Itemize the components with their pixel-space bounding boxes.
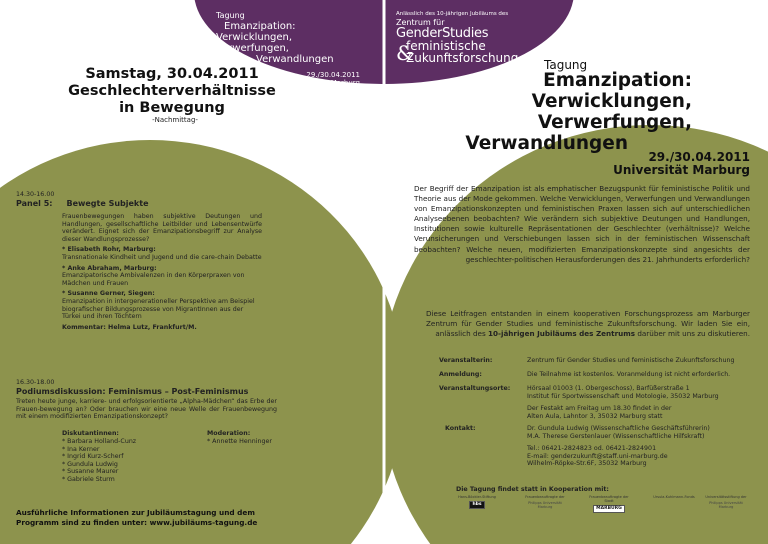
contact-phone: Tel.: 06421-2824823 od. 06421-2824901 — [527, 445, 657, 453]
hbs-logo: hbs — [469, 501, 484, 509]
host-label: Veranstalterin: — [439, 357, 493, 364]
speaker-3-topic: Emanzipation in intergenerationeller Perspektive am Beispiel biografischer Bildungsprozesse von MigrantInnen aus der Türkei und ihren Töchtern — [62, 297, 255, 321]
right-place-line: Universität Marburg — [613, 163, 750, 177]
footer-line-2: Programm sind zu finden unter: www.jubiläums-tagung.de — [16, 517, 258, 527]
panel1-body — [62, 213, 262, 331]
banner-title-2: Verwicklungen, Verwerfungen, — [216, 32, 293, 54]
right-title-2: Verwicklungen, Verwerfungen, — [531, 91, 692, 133]
panel2-title: Podiumsdiskussion: Feminismus – Post-Feminismus — [16, 387, 249, 396]
contact-address: Wilhelm-Röpke-Str.6F, 35032 Marburg — [527, 460, 647, 468]
registration-value: Die Teilnahme ist kostenlos. Voranmeldung ist nicht erforderlich. — [527, 371, 731, 378]
logo-zukunftsforschung: Zukunftsforschung — [406, 51, 519, 65]
right-title-1: Emanzipation: — [543, 70, 692, 91]
discussant: * Susanne Maurer — [62, 468, 119, 476]
contact-label: Kontakt: — [445, 425, 476, 432]
right-title-3: Verwandlungen — [465, 133, 628, 154]
left-heading-theme-2: in Bewegung — [119, 100, 225, 116]
logo-ampersand: & — [396, 41, 414, 65]
speaker-1-topic: Transnationale Kindheit und Jugend und die care-chain Debatte — [62, 253, 262, 261]
contact-email[interactable]: E-mail: genderzukunft@staff.uni-marburg.de — [527, 452, 668, 460]
right-date — [590, 151, 750, 177]
contact-line-1: Dr. Gundula Ludwig (Wissenschaftliche Geschäftsführerin) — [527, 425, 710, 432]
left-heading — [52, 66, 292, 117]
moderation-label: Moderation: — [207, 430, 251, 437]
footer-line-1: Ausführliche Informationen zur Jubiläumstagung und dem — [16, 508, 255, 517]
left-subheading: -Nachmittag- — [152, 116, 198, 124]
venue-line-3: Der Festakt am Freitag um 18.30 findet in der — [527, 405, 672, 413]
discussant: * Ingrid Kurz-Scherf — [62, 453, 124, 461]
p2-part2: darüber mit uns zu diskutieren. — [637, 329, 750, 339]
left-heading-theme: Geschlechterverhältnisse — [68, 83, 276, 99]
left-heading-date: Samstag, 30.04.2011 — [85, 66, 259, 82]
banner-right-logo — [396, 11, 546, 64]
banner-title-3: Verwandlungen — [256, 54, 334, 65]
right-date-line: 29./30.04.2011 — [648, 150, 750, 164]
p2-highlight: 10-jährigen Jubiläums des Zentrums — [488, 329, 636, 339]
panel1-comment: Kommentar: Helma Lutz, Frankfurt/M. — [62, 323, 197, 331]
contact-line-2: M.A. Therese Gerstenlauer (Wissenschaftliche Hilfskraft) — [527, 432, 705, 440]
discussant: * Gundula Ludwig — [62, 460, 118, 468]
partner-caption: Universitätsstiftung der — [705, 495, 747, 499]
partner-caption: Frauenbeauftragte der Stadt — [589, 495, 629, 503]
speaker-1-name: * Elisabeth Rohr, Marburg: — [62, 246, 156, 254]
cooperation-title: Die Tagung findet statt in Kooperation mit: — [456, 486, 609, 493]
right-intro: Der Begriff der Emanzipation ist als emphatischer Bezugspunkt für feministische Politik und Theorie aus der Mode gekommen. Welche Verwicklungen, Verwerfungen und Verwandlungen von Emanzipationskonzepten und feministischen Praxen lassen sich auf unterschiedlichen Analyseebenen beobachten? Wie verändern sich subjektive Deutungen und Handlungen, Institutionen sowie kulturelle Repräsentationen der Geschlechter (verhältnisse)? Welche Verunsicherungen und Verschiebungen lassen sich in der feministischen Wissenschaft beobachten? Welche neuen, modifizierten Emanzipationskonzepte sind angesichts der geschlechter-politischen Herausforderungen des 21. Jahrhunderts erforderlich? — [414, 184, 750, 264]
partner-uni-women — [523, 495, 567, 509]
banner-title-1: Emanzipation: — [224, 21, 296, 32]
moderator: * Annette Henninger — [207, 438, 272, 445]
partner-city-women — [586, 495, 632, 513]
venue-values — [527, 385, 719, 420]
panel1-topic: Bewegte Subjekte — [66, 199, 149, 208]
uni-foundation-logo: Philipps Universität Marburg — [709, 501, 743, 509]
discussant: * Barbara Holland-Cunz — [62, 438, 137, 445]
discussants-list — [62, 438, 136, 484]
partner-caption: Ursula-Kuhlmann-Fonds — [653, 495, 695, 499]
partner-caption: Hans-Böckler-Stiftung — [458, 495, 496, 499]
logo-feministische: feministische — [406, 39, 486, 53]
panel1-title — [16, 199, 149, 208]
venue-label: Veranstaltungsorte: — [439, 385, 511, 392]
banner-tagung: Tagung — [216, 11, 245, 20]
host-value: Zentrum für Gender Studies und feministische Zukunftsforschung — [527, 357, 735, 364]
panel2-time: 16.30-18.00 — [16, 379, 55, 386]
banner-date: 29./30.04.2011 — [306, 71, 360, 79]
partner-hbs — [457, 495, 497, 509]
speaker-2-name: * Anke Abraham, Marburg: — [62, 264, 157, 272]
logo-zentrum: Zentrum für — [396, 18, 445, 27]
panel2-intro: Treten heute junge, karriere- und erfolgsorientierte „Alpha-Mädchen“ das Erbe der Frauen-bewegung an? Oder brauchen wir eine neue Welle der Frauenbewegung mit einem modifizierten Emanzipationskonzept? — [16, 398, 277, 421]
discussant: * Ina Kerner — [62, 445, 100, 453]
registration-label: Anmeldung: — [439, 371, 482, 378]
venue-line-1: Hörsaal 01003 (1. Obergeschoss), Barfüßerstraße 1 — [527, 385, 690, 392]
discussant: * Gabriele Sturm — [62, 475, 115, 483]
logo-gender-studies: GenderStudies — [396, 26, 489, 41]
speaker-3-name: * Susanne Gerner, Siegen: — [62, 290, 155, 298]
partner-kuhlmann — [652, 495, 696, 499]
banner-place: Universität Marburg — [290, 79, 360, 87]
right-title — [392, 70, 692, 154]
panel1-time: 14.30-16.00 — [16, 191, 55, 198]
banner-anniversary: Anlässlich des 10-jährigen Jubiläums des — [396, 11, 509, 17]
partner-uni-foundation — [704, 495, 748, 509]
uni-marburg-logo: Philipps Universität Marburg — [528, 501, 562, 509]
right-tagung: Tagung — [544, 58, 588, 72]
panel1-intro: Frauenbewegungen haben subjektive Deutungen und Handlungen, gesellschaftliche Leitbilder und Lebensentwürfe verändert. Eignet sich der Emanzipationsbegriff zur Analyse dieser Wandlungsprozesse? — [62, 213, 262, 243]
right-paragraph-2 — [426, 309, 750, 339]
speaker-2-topic: Emanzipatorische Ambivalenzen in den Körperpraxen von Mädchen und Frauen — [62, 272, 245, 287]
venue-line-4: Alten Aula, Lahntor 3, 35032 Marburg statt — [527, 412, 663, 420]
panel1-label: Panel 5: — [16, 199, 53, 208]
contact-values — [527, 425, 710, 468]
venue-line-2: Institut für Sportwissenschaft und Motologie, 35032 Marburg — [527, 392, 719, 400]
marburg-city-logo: MARBURG — [593, 505, 625, 513]
partner-caption: Frauenbeauftragte der — [525, 495, 565, 499]
p2-part1: Diese Leitfragen entstanden in einem kooperativen Forschungsprozess am Marburger Zentrum für Gender Studies und feministische Zukunftsforschung. Wir laden Sie ein, anlässlich des — [426, 309, 750, 339]
footer-info — [16, 508, 296, 527]
discussants-label: Diskutantinnen: — [62, 430, 119, 437]
